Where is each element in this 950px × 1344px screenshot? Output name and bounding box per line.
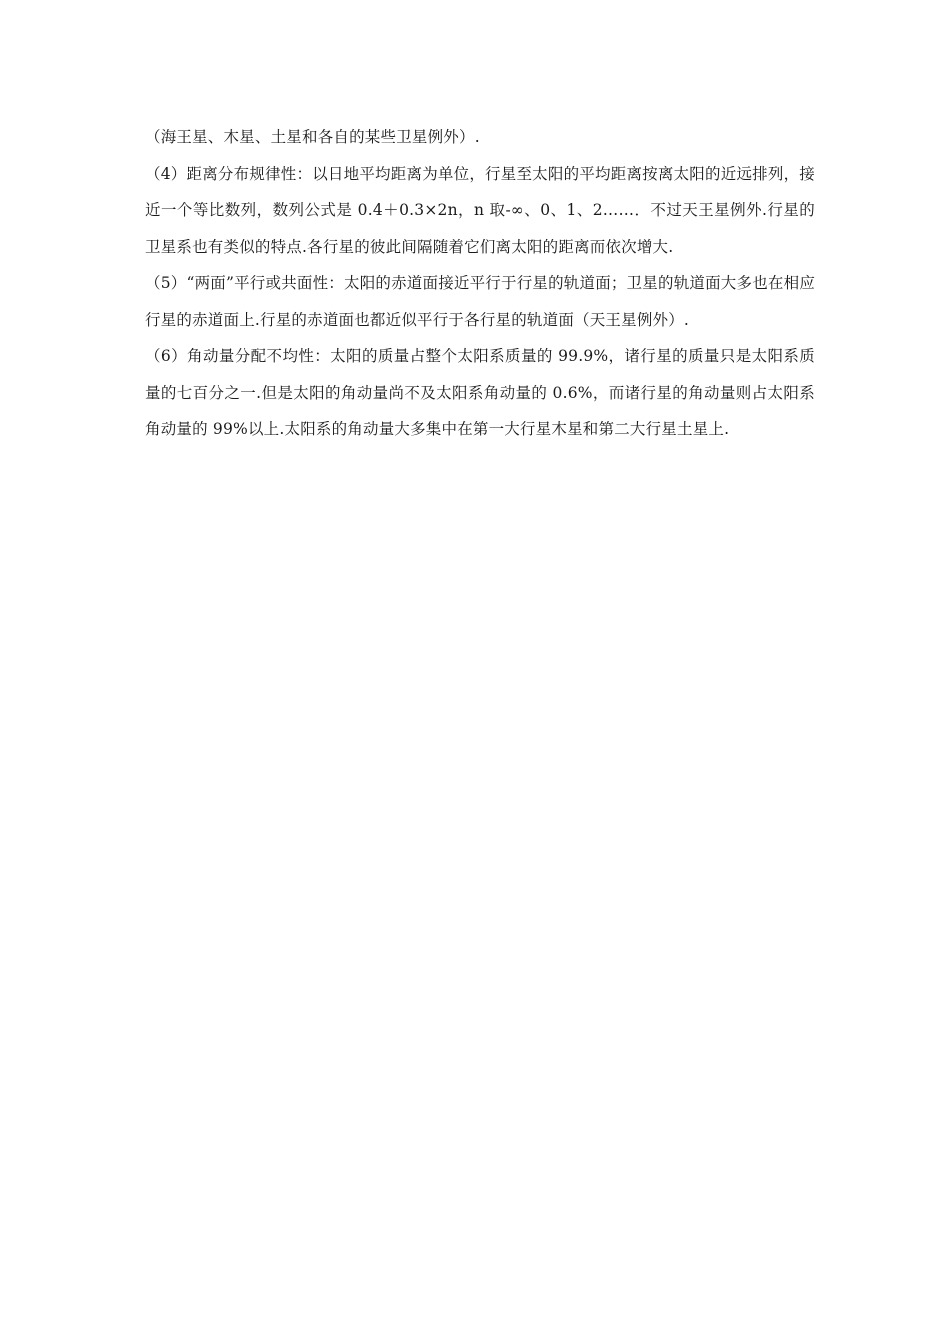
document-body xyxy=(145,119,815,448)
paragraph-exceptions: （海王星、木星、土星和各自的某些卫星例外）. xyxy=(145,128,480,146)
paragraph-angular-momentum: （6）角动量分配不均性：太阳的质量占整个太阳系质量的 99.9%，诸行星的质量只是太阳系质量的七百分之一.但是太阳的角动量尚不及太阳系角动量的 0.6%，而诸行星的角动量则占太阳系角动量的 99%以上.太阳系的角动量大多集中在第一大行星木星和第二大行星土星上. xyxy=(145,347,815,438)
paragraph-distance-distribution: （4）距离分布规律性：以日地平均距离为单位，行星至太阳的平均距离按离太阳的近远排列，接近一个等比数列，数列公式是 0.4＋0.3×2n，n 取-∞、0、1、2……．不过天王星例外.行星的卫星系也有类似的特点.各行星的彼此间隔随着它们离太阳的距离而依次增大. xyxy=(145,164,815,256)
paragraph-coplanarity: （5）“两面”平行或共面性：太阳的赤道面接近平行于行星的轨道面；卫星的轨道面大多也在相应行星的赤道面上.行星的赤道面也都近似平行于各行星的轨道面（天王星例外）. xyxy=(145,274,816,329)
